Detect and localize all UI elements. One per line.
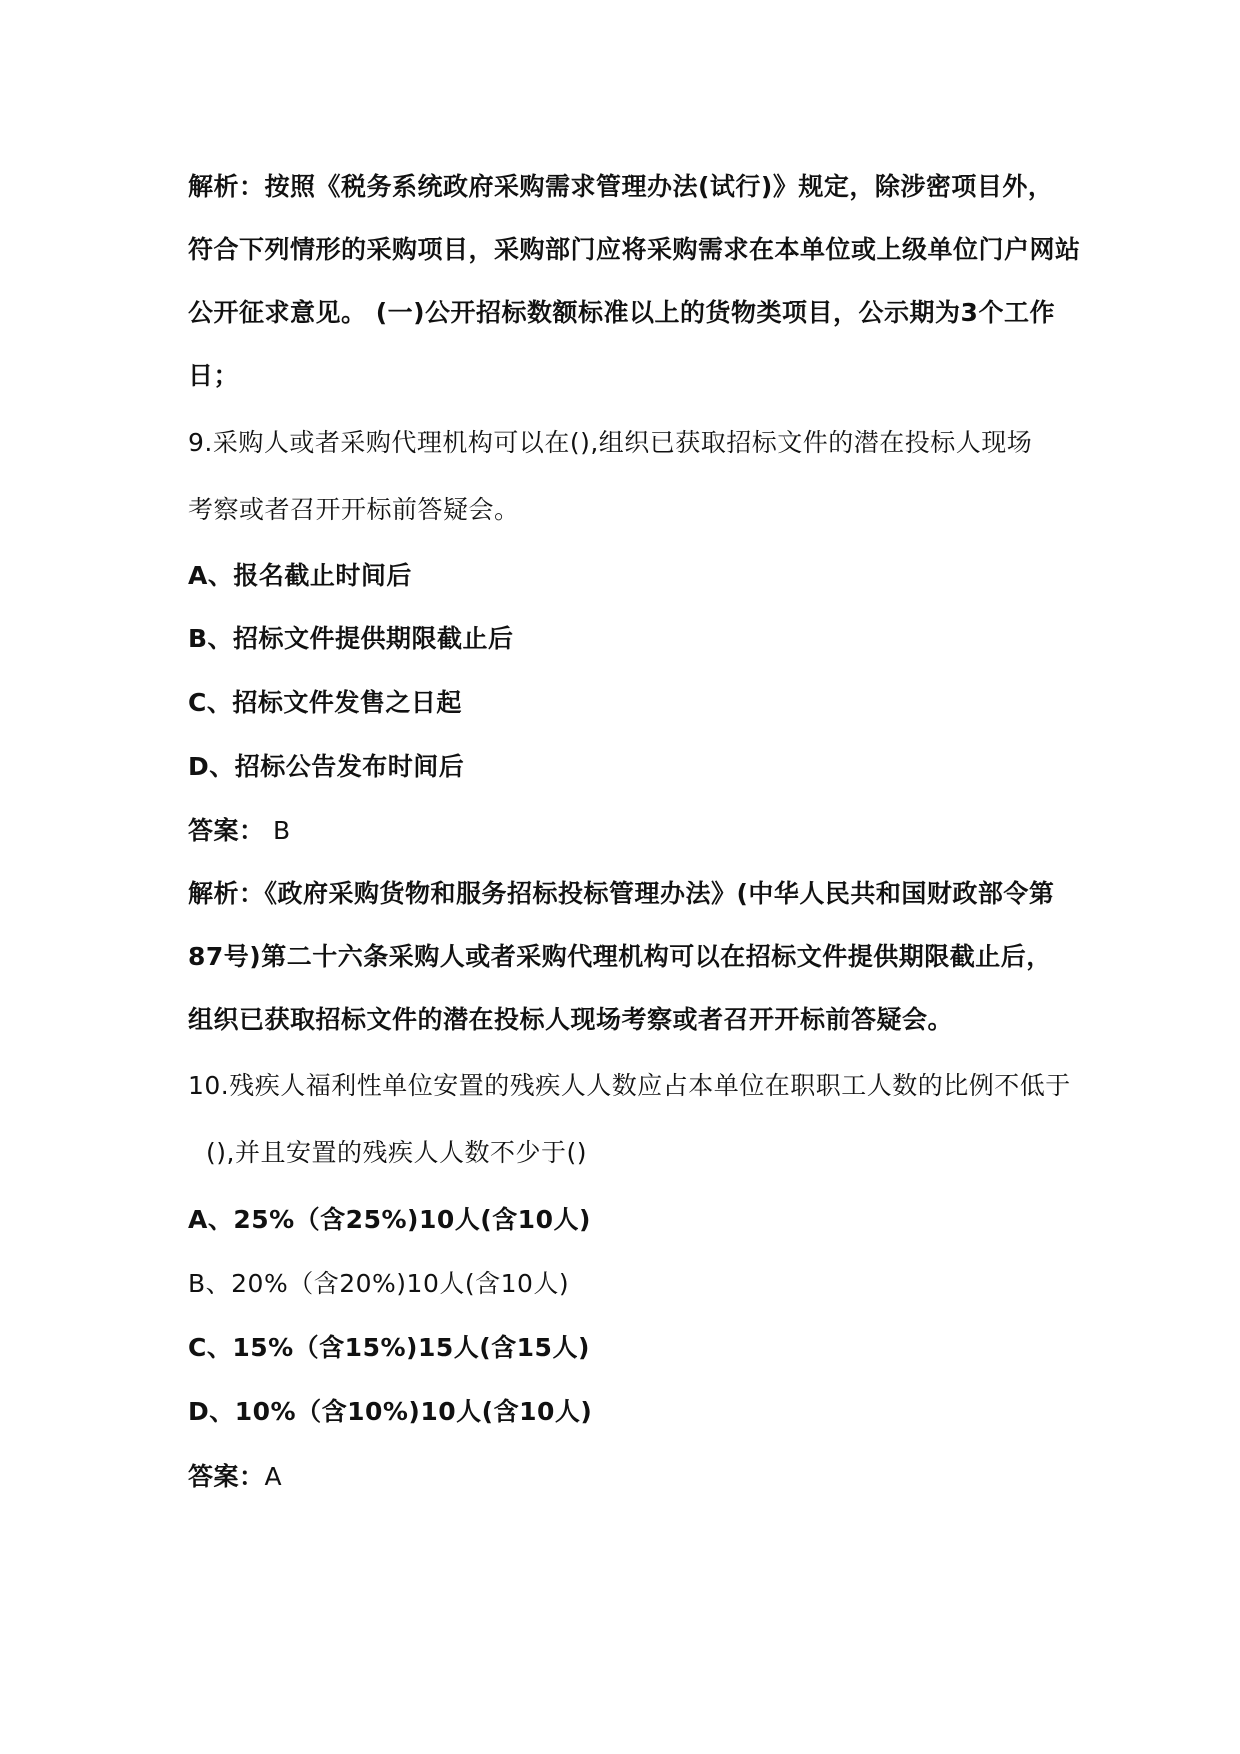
question-9-answer	[188, 814, 291, 848]
question-10-stem-line-1: 10.残疾人福利性单位安置的残疾人人数应占本单位在职职工人数的比例不低于	[188, 1071, 1071, 1100]
analysis-8-line-1: 解析：按照《税务系统政府采购需求管理办法(试行)》规定，除涉密项目外，	[188, 172, 1054, 201]
question-9-stem-line-2: 考察或者召开开标前答疑会。	[188, 495, 520, 524]
question-9-analysis-line-1: 解析：《政府采购货物和服务招标投标管理办法》(中华人民共和国财政部令第	[188, 879, 1055, 908]
answer-value: A	[264, 1462, 283, 1491]
question-9-stem-line-1: 9.采购人或者采购代理机构可以在(),组织已获取招标文件的潜在投标人现场	[188, 428, 1033, 457]
question-10-answer	[188, 1460, 282, 1494]
question-10-option-b: B、20%（含20%)10人(含10人)	[188, 1269, 570, 1298]
question-10-stem-line-2: (),并且安置的残疾人人数不少于()	[206, 1138, 587, 1167]
question-9-option-c: C、招标文件发售之日起	[188, 688, 462, 717]
answer-label: 答案：	[188, 1462, 265, 1491]
analysis-8-line-3: 公开征求意见。 (一)公开招标数额标准以上的货物类项目，公示期为3个工作	[188, 298, 1055, 327]
answer-value: B	[272, 816, 291, 845]
question-9-analysis-line-3: 组织已获取招标文件的潜在投标人现场考察或者召开开标前答疑会。	[188, 1005, 954, 1034]
question-9-analysis-line-2: 87号)第二十六条采购人或者采购代理机构可以在招标文件提供期限截止后，	[188, 942, 1052, 971]
question-9-option-b: B、招标文件提供期限截止后	[188, 624, 514, 653]
answer-label: 答案：	[188, 816, 265, 845]
question-9-option-d: D、招标公告发布时间后	[188, 752, 465, 781]
question-10-option-c: C、15%（含15%)15人(含15人)	[188, 1333, 590, 1362]
question-9-option-a: A、报名截止时间后	[188, 561, 412, 590]
analysis-8-line-4: 日；	[188, 361, 240, 390]
question-10-option-d: D、10%（含10%)10人(含10人)	[188, 1397, 593, 1426]
analysis-8-line-2: 符合下列情形的采购项目，采购部门应将采购需求在本单位或上级单位门户网站	[188, 235, 1081, 264]
question-10-option-a: A、25%（含25%)10人(含10人)	[188, 1205, 591, 1234]
